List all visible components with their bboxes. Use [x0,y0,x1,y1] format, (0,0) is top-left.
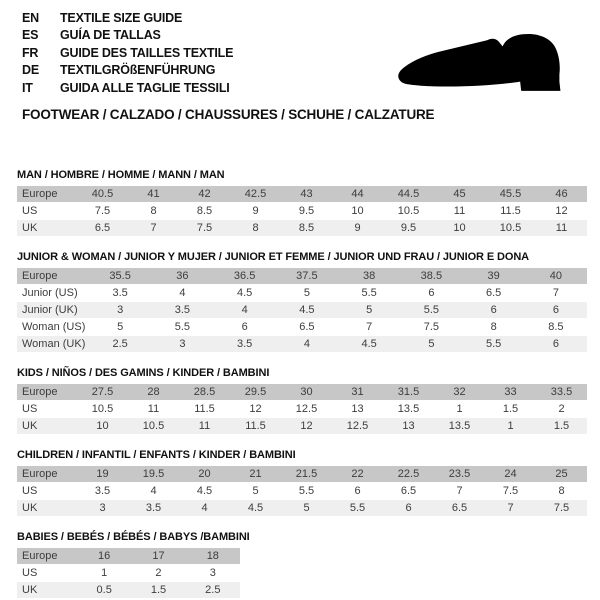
size-value: 3.5 [145,501,162,514]
size-value: 6.5 [485,286,502,299]
table-row [17,483,587,500]
size-value: 32 [453,385,466,398]
section-babies [17,531,587,599]
size-value: 4.5 [236,286,253,299]
size-value: 22.5 [397,467,420,480]
size-value: 7 [150,221,157,234]
size-value: 7.5 [196,221,213,234]
size-value: 4 [303,337,310,350]
size-value: 18 [206,549,219,562]
row-label: US [22,484,38,497]
row-label: Woman (US) [22,320,86,333]
size-value: 7 [507,501,514,514]
table-row [17,500,587,517]
size-value: 5.5 [485,337,502,350]
row-label: Europe [22,385,58,398]
section-kids-title: KIDS / NIÑOS / DES GAMINS / KINDER / BAMBINI [17,366,270,379]
row-label: Junior (US) [22,286,78,299]
size-value: 9.5 [400,221,417,234]
size-value: 31.5 [397,385,420,398]
row-label: US [22,566,38,579]
size-value: 11.5 [245,419,266,432]
size-value: 3.5 [236,337,253,350]
lang-title: GUIDA ALLE TAGLIE TESSILI [60,80,230,95]
size-value: 8 [558,484,565,497]
row-label: UK [22,419,38,432]
table-row [17,268,587,285]
man-size-table [17,186,587,237]
table-row [17,186,587,203]
size-value: 11 [147,402,160,415]
size-value: 6 [241,320,248,333]
size-value: 13 [402,419,415,432]
size-value: 13.5 [448,419,471,432]
size-value: 9 [252,204,259,217]
size-value: 13 [351,402,364,415]
size-value: 7.5 [423,320,440,333]
size-value: 40.5 [91,187,114,200]
size-value: 7.5 [502,484,519,497]
size-value: 4.5 [247,501,264,514]
section-children-title: CHILDREN / INFANTIL / ENFANTS / KINDER / BAMBINI [17,448,296,461]
row-label: Europe [22,269,58,282]
size-value: 3.5 [174,303,191,316]
size-value: 35.5 [109,269,131,282]
size-value: 6 [354,484,361,497]
section-man [17,169,587,237]
size-value: 19.5 [142,467,165,480]
size-value: 10.5 [91,402,114,415]
size-value: 11 [555,221,568,234]
size-value: 1 [456,402,463,415]
size-value: 2 [155,566,162,579]
size-value: 11.5 [194,402,215,415]
babies-size-table [17,548,240,599]
size-value: 41 [147,187,160,200]
row-label: US [22,402,38,415]
row-label: Europe [22,467,58,480]
size-value: 10 [351,204,364,217]
table-row [17,302,587,319]
size-value: 4 [179,286,186,299]
size-value: 5.5 [423,303,440,316]
size-value: 8 [490,320,497,333]
section-junior-woman-title: JUNIOR & WOMAN / JUNIOR Y MUJER / JUNIOR ET FEMME / JUNIOR UND FRAU / JUNIOR E DONA [17,250,530,263]
size-value: 43 [300,187,313,200]
size-value: 10.5 [397,204,420,217]
lang-title: TEXTILGRÖßENFÜHRUNG [60,63,216,78]
table-row [17,418,587,435]
size-value: 7.5 [94,204,111,217]
size-value: 5 [117,320,124,333]
lang-code: ES [22,28,39,43]
lang-row-en [22,9,587,27]
row-label: Europe [22,549,58,562]
size-value: 5 [303,501,310,514]
size-value: 7.5 [553,501,570,514]
table-row [17,548,240,565]
size-value: 3 [117,303,124,316]
size-value: 21.5 [295,467,318,480]
size-value: 12.5 [346,419,369,432]
size-value: 2 [558,402,565,415]
size-value: 42.5 [244,187,267,200]
size-value: 17 [152,549,165,562]
size-value: 8 [252,221,259,234]
size-value: 9 [354,221,361,234]
size-value: 16 [98,549,111,562]
size-value: 36 [176,269,189,282]
size-value: 9.5 [298,204,315,217]
section-kids [17,367,587,435]
size-value: 5 [252,484,259,497]
size-value: 4.5 [299,303,315,316]
size-value: 1.5 [150,583,167,596]
size-value: 4 [150,484,157,497]
size-value: 45.5 [499,187,522,200]
size-value: 6 [490,303,497,316]
size-value: 6 [428,286,435,299]
size-value: 5 [428,337,435,350]
row-label: UK [22,501,38,514]
size-value: 33.5 [550,385,573,398]
size-value: 33 [504,385,517,398]
size-value: 1.5 [553,419,570,432]
table-row [17,401,587,418]
size-value: 27.5 [91,385,114,398]
table-row [17,203,587,220]
size-value: 4.5 [196,484,213,497]
lang-code: FR [22,45,39,60]
size-value: 39 [487,269,500,282]
table-row [17,466,587,483]
size-value: 5.5 [174,320,191,333]
size-value: 1 [101,566,108,579]
size-value: 12.5 [295,402,318,415]
category-title: FOOTWEAR / CALZADO / CHAUSSURES / SCHUHE / CALZATURE [22,106,435,122]
size-value: 7 [366,320,373,333]
size-value: 1.5 [502,402,519,415]
size-value: 22 [351,467,364,480]
section-junior-woman [17,251,587,353]
table-row [17,582,240,599]
size-value: 10 [453,221,466,234]
size-value: 0.5 [96,583,112,596]
row-label: UK [22,221,38,234]
size-value: 28 [147,385,160,398]
table-row [17,565,240,582]
size-value: 6 [552,303,559,316]
size-value: 10.5 [499,221,522,234]
size-value: 19 [96,467,109,480]
size-value: 6.5 [299,320,315,333]
size-value: 4 [241,303,248,316]
size-value: 8.5 [548,320,564,333]
size-value: 38 [363,269,376,282]
size-value: 13.5 [397,402,420,415]
size-value: 24 [504,467,517,480]
table-row [17,220,587,237]
children-size-table [17,466,587,517]
size-value: 21 [249,467,262,480]
size-value: 12 [300,419,313,432]
size-value: 8 [150,204,157,217]
size-value: 5.5 [349,501,366,514]
size-value: 36.5 [233,269,256,282]
size-value: 6 [405,501,412,514]
size-value: 5.5 [361,286,377,299]
size-value: 12 [249,402,262,415]
size-value: 31 [351,385,364,398]
size-value: 4.5 [361,337,377,350]
size-value: 28.5 [193,385,216,398]
size-value: 45 [453,187,466,200]
table-row [17,384,587,401]
size-value: 2.5 [205,583,221,596]
size-value: 3 [99,501,106,514]
size-value: 5 [303,286,310,299]
size-value: 11 [453,204,466,217]
section-man-title: MAN / HOMBRE / HOMME / MANN / MAN [17,168,225,181]
size-value: 6.5 [94,221,111,234]
size-value: 40 [549,269,562,282]
lang-title: GUÍA DE TALLAS [60,28,161,43]
size-value: 25 [555,467,568,480]
size-value: 3 [209,566,216,579]
row-label: US [22,204,38,217]
size-value: 6.5 [451,501,468,514]
size-value: 29.5 [244,385,267,398]
row-label: Europe [22,187,58,200]
size-value: 23.5 [448,467,471,480]
size-value: 11 [198,419,211,432]
size-value: 20 [198,467,211,480]
kids-size-table [17,384,587,435]
size-value: 5.5 [298,484,315,497]
size-value: 37.5 [296,269,318,282]
size-value: 44 [351,187,364,200]
size-value: 8.5 [196,204,213,217]
lang-code: IT [22,80,33,95]
size-value: 6.5 [400,484,417,497]
row-label: UK [22,583,38,596]
size-value: 3 [179,337,186,350]
size-value: 3.5 [94,484,111,497]
lang-code: EN [22,10,39,25]
size-value: 5 [366,303,373,316]
size-value: 2.5 [112,337,128,350]
size-value: 10.5 [142,419,165,432]
row-label: Junior (UK) [22,303,78,316]
lang-code: DE [22,63,39,78]
section-babies-title: BABIES / BEBÉS / BÉBÉS / BABYS /BAMBINI [17,530,250,543]
table-row [17,319,587,336]
size-value: 30 [300,385,313,398]
row-label: Woman (UK) [22,337,86,350]
size-value: 6 [552,337,559,350]
size-value: 1 [507,419,514,432]
size-value: 4 [201,501,208,514]
size-value: 11.5 [500,204,521,217]
size-value: 12 [555,204,568,217]
lang-title: GUIDE DES TAILLES TEXTILE [60,45,234,60]
size-value: 42 [198,187,211,200]
junior-woman-size-table [17,268,587,353]
size-value: 8.5 [298,221,315,234]
size-value: 38.5 [420,269,443,282]
size-value: 10 [96,419,109,432]
table-row [17,336,587,353]
size-value: 7 [552,286,559,299]
size-value: 46 [555,187,568,200]
section-children [17,449,587,517]
size-value: 3.5 [112,286,128,299]
table-row [17,285,587,302]
size-value: 44.5 [397,187,420,200]
lang-title: TEXTILE SIZE GUIDE [60,10,183,25]
size-value: 7 [456,484,463,497]
shoe-icon [394,33,576,95]
